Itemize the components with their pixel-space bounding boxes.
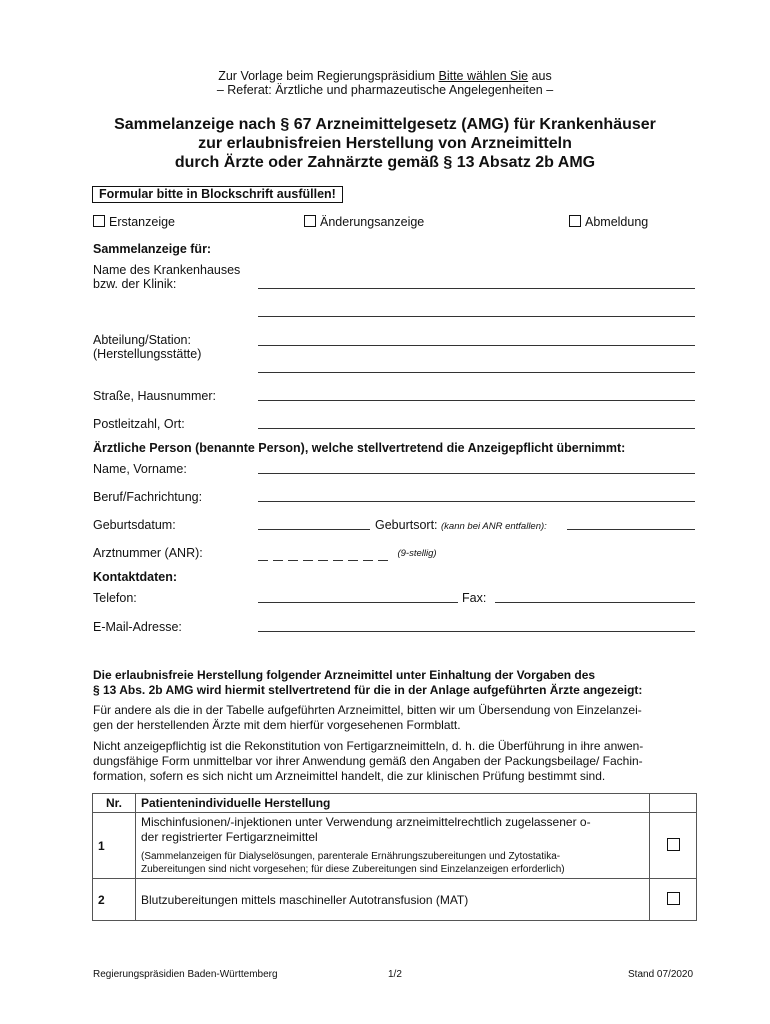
title-line-2: zur erlaubnisfreien Herstellung von Arzneimitteln [198,135,572,152]
street-field[interactable] [258,400,695,401]
option-abmeldung[interactable]: Abmeldung [569,215,648,229]
anr-field[interactable]: (9-stellig) [258,548,437,566]
row-1-nr: 1 [93,813,136,879]
paragraph-1-line-2: gen der herstellenden Ärzte mit dem hierfür vorgesehenen Formblatt. [93,718,461,732]
row-2-checkbox[interactable] [667,892,680,905]
footer-left: Regierungspräsidien Baden-Württemberg [93,969,278,980]
production-table [92,793,697,921]
email-field[interactable] [258,631,695,632]
fax-label: Fax: [462,591,487,605]
blockschrift-notice: Formular bitte in Blockschrift ausfüllen! [92,186,343,203]
paragraph-2-line-2: dungsfähige Form unmittelbar vor ihrer Anwendung gemäß den Angaben der Packungsbeilage/ Fachin- [93,754,643,768]
paragraph-2-line-3: formation, sofern es sich nicht um Arzneimittel handelt, die zur klinischen Prüfung bestimmt sind. [93,769,606,783]
row-1-checkbox[interactable] [667,838,680,851]
authority-select[interactable]: Bitte wählen Sie [438,69,529,83]
street-label: Straße, Hausnummer: [93,389,216,403]
birthplace-field[interactable] [567,529,695,530]
phone-field[interactable] [258,602,458,603]
birthplace-label: Geburtsort: (kann bei ANR entfallen): [375,518,547,532]
abmeldung-checkbox[interactable] [569,215,581,227]
section-sammelanzeige-fuer: Sammelanzeige für: [93,242,212,256]
title-line-1: Sammelanzeige nach § 67 Arzneimittelgesetz (AMG) für Krankenhäuser [114,116,656,133]
contact-heading: Kontaktdaten: [93,570,178,584]
header-text-post: aus [531,69,552,83]
profession-field[interactable] [258,501,695,502]
row-1-text-2: der registrierter Fertigarzneimittel [141,830,318,844]
department-field-1[interactable] [258,345,695,346]
table-row [93,879,697,921]
anr-label: Arztnummer (ANR): [93,546,203,560]
table-row [93,813,697,879]
birthdate-label: Geburtsdatum: [93,518,176,532]
footer-right: Stand 07/2020 [628,969,694,980]
email-label: E-Mail-Adresse: [93,620,182,634]
phone-label: Telefon: [93,591,137,605]
department-label: Abteilung/Station: (Herstellungsstätte) [93,333,202,361]
row-1-text-1: Mischinfusionen/-injektionen unter Verwendung arzneimittelrechtlich zugelassener o- [141,815,591,829]
zip-field[interactable] [258,428,695,429]
name-label: Name, Vorname: [93,462,187,476]
paragraph-2-line-1: Nicht anzeigepflichtig ist die Rekonstitution von Fertigarzneimitteln, d. h. die Überführung in ihre anwen- [93,739,644,753]
fax-field[interactable] [495,602,695,603]
profession-label: Beruf/Fachrichtung: [93,490,203,504]
row-1-note: (Sammelanzeigen für Dialyselösungen, parenterale Ernährungszubereitungen und Zytostatika- Zubereitungen sind nicht vorgesehen; für diese Zubereitungen sind Einzelanzeigen erforderlich) [141,851,565,875]
hospital-field-1[interactable] [258,288,695,289]
header-text: Zur Vorlage beim Regierungspräsidium [218,69,435,83]
table-header-row [93,794,697,813]
hospital-label: Name des Krankenhauses bzw. der Klinik: [93,263,241,291]
option-aenderungsanzeige[interactable]: Änderungsanzeige [304,215,424,229]
option-erstanzeige[interactable]: Erstanzeige [93,215,175,229]
hospital-field-2[interactable] [258,316,695,317]
declaration-line-2: § 13 Abs. 2b AMG wird hiermit stellvertretend für die in der Anlage aufgeführten Ärzte angezeigt: [93,683,643,697]
title-line-3: durch Ärzte oder Zahnärzte gemäß § 13 Absatz 2b AMG [174,154,596,171]
aenderungsanzeige-checkbox[interactable] [304,215,316,227]
declaration-line-1: Die erlaubnisfreie Herstellung folgender Arzneimittel unter Einhaltung der Vorgaben des [93,668,596,682]
zip-label: Postleitzahl, Ort: [93,417,185,431]
col-nr-header: Nr. [93,794,136,813]
footer-page: 1/2 [388,969,402,980]
header-line-2: – Referat: Ärztliche und pharmazeutische Angelegenheiten – [216,83,554,97]
name-field[interactable] [258,473,695,474]
department-field-2[interactable] [258,372,695,373]
paragraph-1-line-1: Für andere als die in der Tabelle aufgeführten Arzneimittel, bitten wir um Übersendung von Einzelanzei- [93,703,642,717]
row-2-text: Blutzubereitungen mittels maschineller Autotransfusion (MAT) [136,879,650,921]
col-title-header: Patientenindividuelle Herstellung [136,794,650,813]
row-2-nr: 2 [93,879,136,921]
birthdate-field[interactable] [258,529,370,530]
person-heading: Ärztliche Person (benannte Person), welche stellvertretend die Anzeigepflicht übernimmt: [93,441,626,455]
erstanzeige-checkbox[interactable] [93,215,105,227]
